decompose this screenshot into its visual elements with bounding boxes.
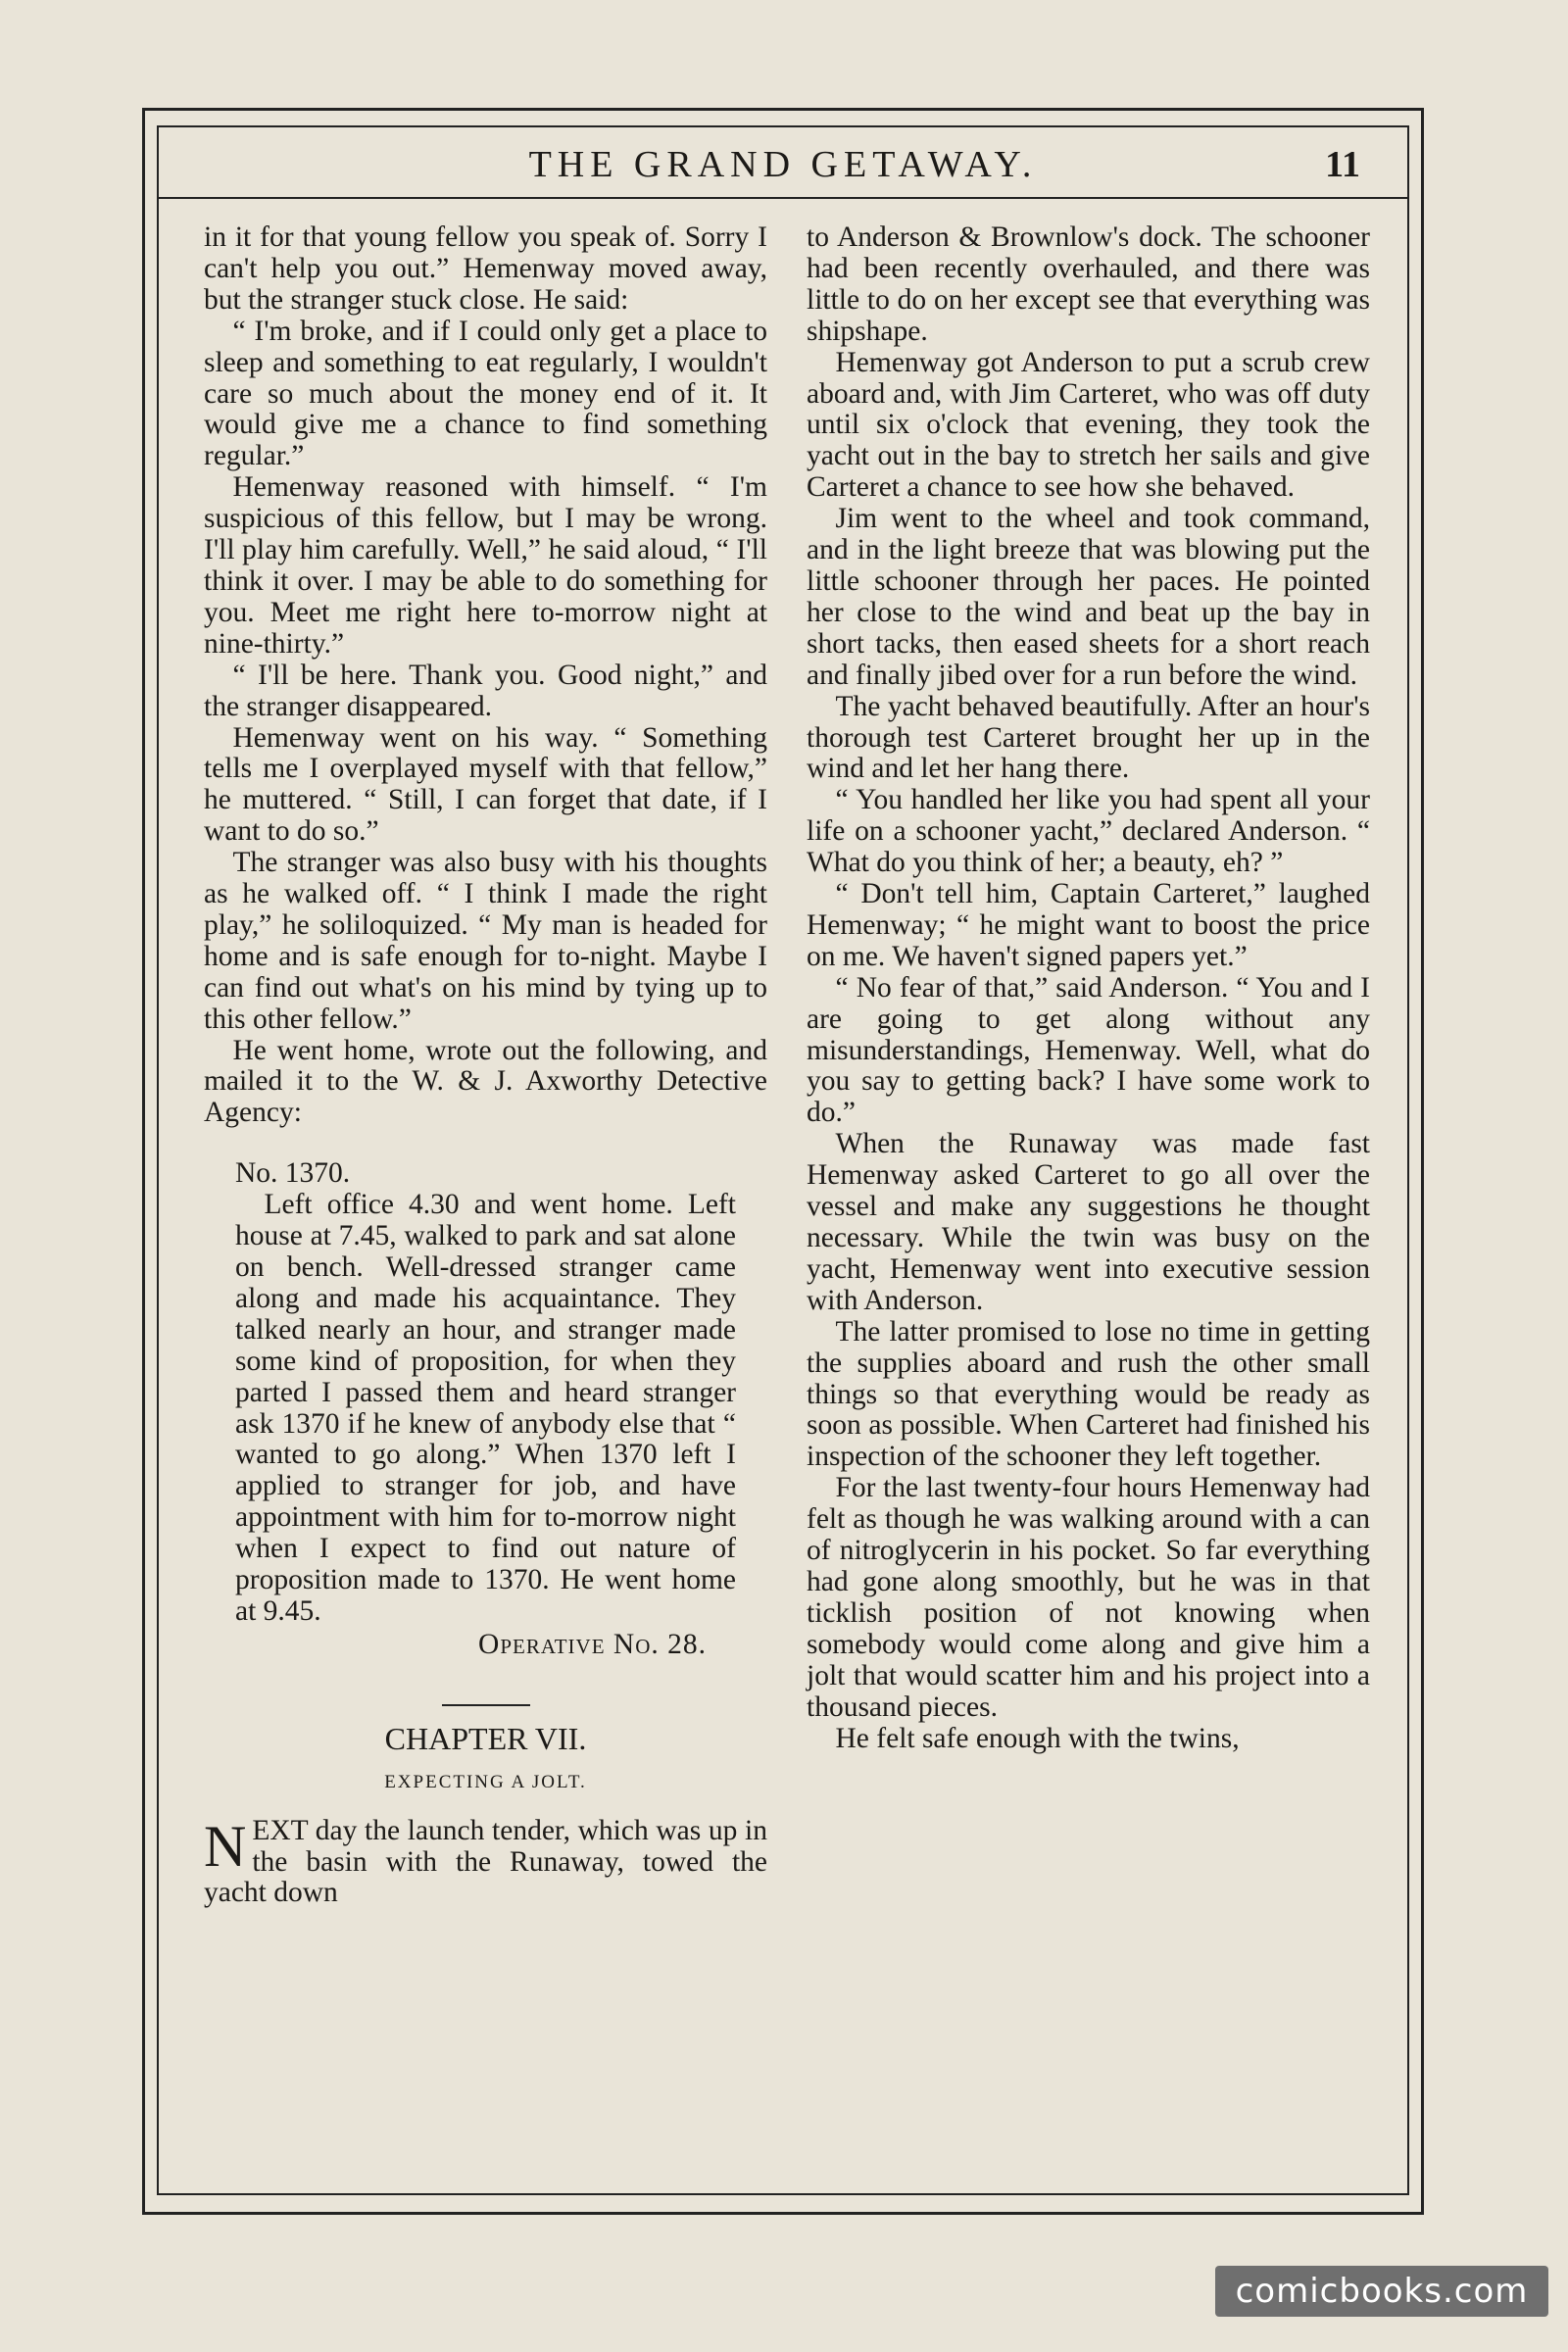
paragraph: The stranger was also busy with his thoughts as he walked off. “ I think I made the right play,” he soliloquized. “ My man is headed for home and is safe enough for to-night. Maybe I can find out what's on his mind by tying up to this other fellow.” (204, 847, 767, 1035)
paragraph: Jim went to the wheel and took command, and in the light breeze that was blowing put the little schooner through her paces. He pointed her close to the wind and beat up the bay in short tacks, then eased sheets for a short reach and finally jibed over for a run before the wind. (807, 503, 1370, 691)
chapter-subtitle: EXPECTING A JOLT. (384, 1771, 587, 1792)
drop-cap: N (204, 1813, 247, 1879)
paragraph: For the last twenty-four hours Hemenway had felt as though he was walking around with a can of nitroglycerin in his pocket. So far everything had gone along smoothly, but he was in that ticklish position of not knowing when somebody would come along and give him a jolt that would scatter him and his project into a thousand pieces. (807, 1472, 1370, 1723)
paragraph: “ Don't tell him, Captain Carteret,” laughed Hemenway; “ he might want to boost the price on me. We haven't signed papers yet.” (807, 878, 1370, 972)
chapter-first-paragraph (204, 1813, 767, 1910)
report-number: No. 1370. (235, 1157, 351, 1190)
paragraph: Hemenway reasoned with himself. “ I'm suspicious of this fellow, but I may be wrong. I'll play him carefully. Well,” he said aloud, “ I'll think it over. I may be able to do something for you. Meet me right here to-morrow night at nine-thirty.” (204, 471, 767, 660)
paragraph: in it for that young fellow you speak of. Sorry I can't help you out.” Hemenway moved away, but the stranger stuck close. He said: (204, 221, 767, 316)
paragraph: He felt safe enough with the twins, (835, 1722, 1240, 1754)
chapter-first-paragraph-text: EXT day the launch tender, which was up in the basin with the Runaway, towed the yacht down (204, 1814, 767, 1909)
paragraph: “ I'm broke, and if I could only get a place to sleep and something to eat regularly, I wouldn't care so much about the money end of it. It would give me a chance to find something regular.” (204, 315, 767, 472)
right-column (807, 222, 1370, 1754)
left-column (204, 222, 767, 1909)
paragraph: Hemenway got Anderson to put a scrub crew aboard and, with Jim Carteret, who was off duty until six o'clock that evening, they took the yacht out in the bay to stretch her sails and give Carteret a chance to see how she behaved. (807, 346, 1370, 504)
paragraph: The yacht behaved beautifully. After an hour's thorough test Carteret brought her up in the wind and let her hang there. (807, 690, 1370, 785)
watermark-logo: comicbooks.com (1215, 2266, 1548, 2317)
paragraph: to Anderson & Brownlow's dock. The schooner had been recently overhauled, and there was little to do on her except see that everything was shipshape. (807, 221, 1370, 347)
running-title: THE GRAND GETAWAY. (528, 144, 1038, 185)
report-signature: Operative No. 28. (478, 1628, 707, 1660)
chapter-title: CHAPTER VII. (384, 1720, 587, 1756)
detective-report (204, 1158, 767, 1661)
report-body: Left office 4.30 and went home. Left house at 7.45, walked to park and sat alone on bench. Well-dressed stranger came along and made his acquaintance. They talked nearly an hour, and stranger made some kind of proposition, for when they parted I passed them and heard stranger ask 1370 if he knew of anybody else that “ wanted to go along.” When 1370 left I applied to stranger for job, and have appointment with him for to-morrow night when I expect to find out nature of proposition made to 1370. He went home at 9.45. (235, 1189, 736, 1627)
paragraph: Hemenway went on his way. “ Something tells me I overplayed myself with that fellow,” he muttered. “ Still, I can forget that date, if I want to do so.” (204, 721, 767, 848)
chapter-rule (442, 1704, 530, 1706)
paragraph: “ I'll be here. Thank you. Good night,” and the stranger disappeared. (204, 659, 767, 722)
paragraph: He went home, wrote out the following, and mailed it to the W. & J. Axworthy Detective Agency: (204, 1034, 767, 1129)
paragraph: When the Runaway was made fast Hemenway asked Carteret to go all over the vessel and make any suggestions he thought necessary. While the twin was busy on the yacht, Hemenway went into executive session with Anderson. (807, 1128, 1370, 1316)
paragraph: “ No fear of that,” said Anderson. “ You and I are going to get along without any misunderstandings, Hemenway. Well, what do you say to getting back? I have some work to do.” (807, 971, 1370, 1129)
paragraph: The latter promised to lose no time in getting the supplies aboard and rush the other small things so that everything would be ready as soon as possible. When Carteret had finished his inspection of the schooner they left together. (807, 1315, 1370, 1473)
running-header (157, 125, 1409, 199)
paragraph: “ You handled her like you had spent all your life on a schooner yacht,” declared Anderson. “ What do you think of her; a beauty, eh? ” (807, 784, 1370, 879)
page-number: 11 (1325, 144, 1360, 185)
